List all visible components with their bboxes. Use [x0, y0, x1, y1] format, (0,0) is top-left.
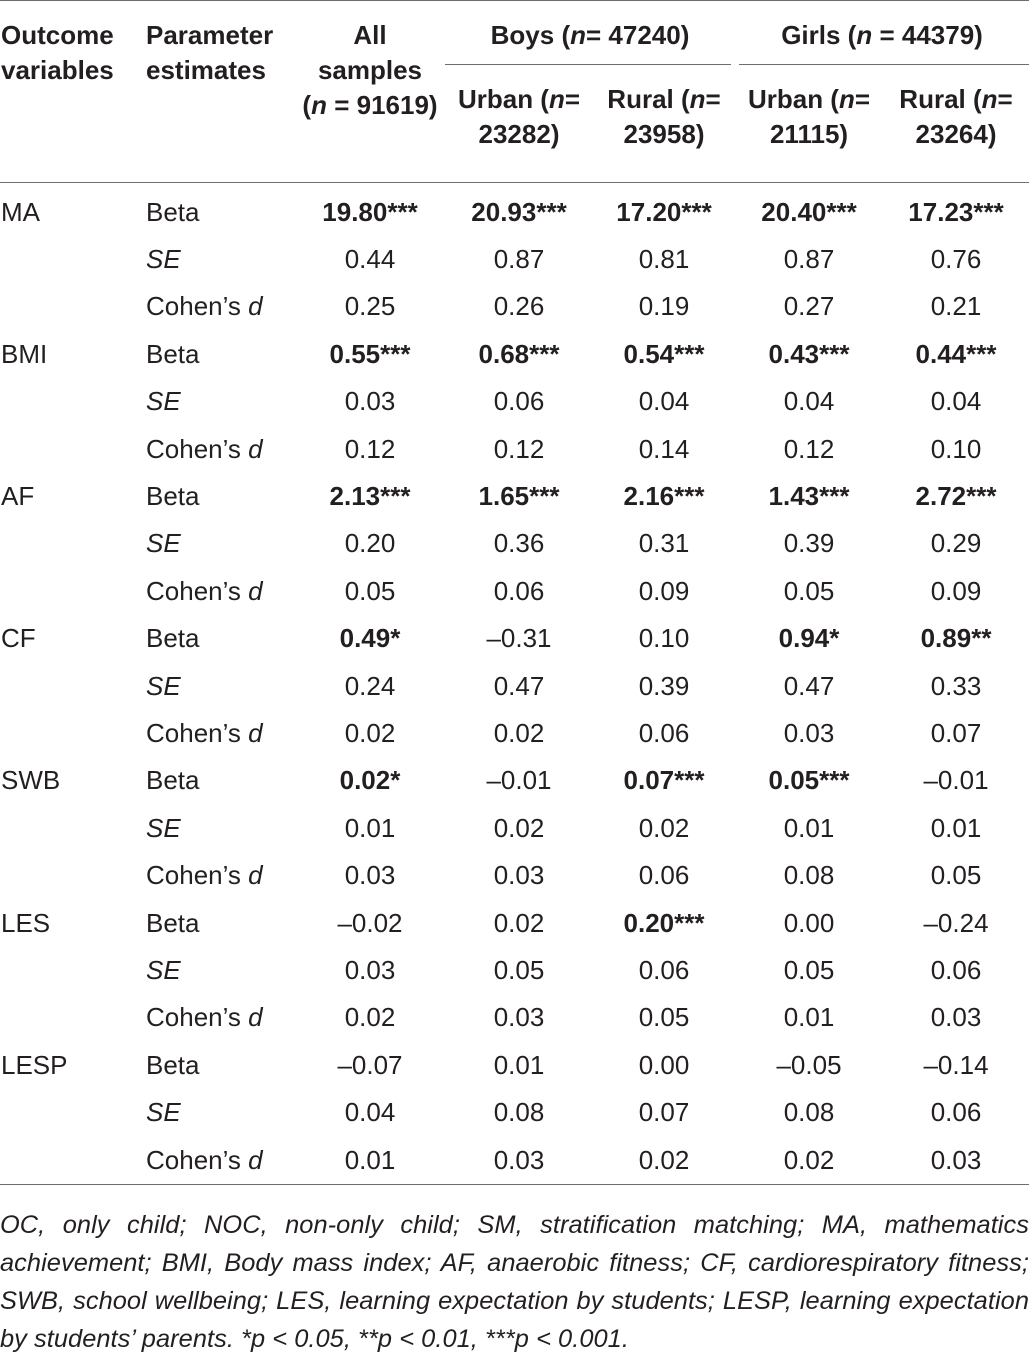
parameter-cell [145, 994, 295, 1041]
parameter-label: Cohen’s [146, 575, 249, 606]
header-all-samples [295, 0, 445, 182]
value-cell: 0.03 [344, 954, 396, 985]
parameter-cell [145, 568, 295, 615]
table-row [0, 805, 1029, 852]
value-cell: 0.03 [493, 1144, 545, 1175]
value-cell: 0.03 [344, 386, 396, 417]
table-row [0, 183, 1029, 236]
value-cell: 0.36 [493, 528, 545, 559]
value-cell: 0.29 [930, 528, 982, 559]
parameter-label: Beta [146, 1049, 200, 1080]
outcome-variable-cell [0, 568, 145, 615]
value-cell: 0.94* [778, 623, 840, 654]
value-cell: 0.12 [493, 433, 545, 464]
value-cell: 0.07*** [623, 765, 705, 796]
parameter-label: SE [146, 386, 181, 417]
header-boys-count: = 47240) [586, 20, 690, 50]
value-cell: 0.03 [493, 1002, 545, 1033]
parameter-label: SE [146, 670, 181, 701]
outcome-variable-cell [0, 378, 145, 425]
value-cell: 19.80*** [322, 196, 418, 227]
outcome-variable-cell: AF [1, 481, 35, 512]
outcome-variable-cell [0, 852, 145, 899]
value-cell: 0.02 [493, 812, 545, 843]
header-boys-urban-count: 23282) [478, 119, 560, 149]
value-cell: 17.23*** [908, 196, 1004, 227]
parameter-label-italic: d [248, 291, 263, 322]
value-cell: 0.01 [344, 812, 396, 843]
value-cell: 0.19 [638, 291, 690, 322]
value-cell: 0.01 [783, 1002, 835, 1033]
value-cell: 0.39 [638, 670, 690, 701]
value-cell: –0.14 [923, 1049, 989, 1080]
header-param-line1: Parameter [146, 20, 274, 50]
parameter-cell [145, 947, 295, 994]
table-row [0, 378, 1029, 425]
bottom-rule-cell [0, 1184, 1029, 1185]
parameter-cell [145, 183, 295, 236]
header-girls-group [735, 0, 1029, 64]
parameter-label: Beta [146, 481, 200, 512]
outcome-variable-cell: SWB [1, 765, 61, 796]
parameter-label-italic: d [248, 433, 263, 464]
value-cell: 2.72*** [915, 481, 997, 512]
parameter-label: Beta [146, 765, 200, 796]
parameter-label-italic: d [248, 860, 263, 891]
value-cell: 0.02 [493, 907, 545, 938]
outcome-variable-cell [0, 805, 145, 852]
parameter-label-italic: d [248, 1002, 263, 1033]
parameter-cell [145, 473, 295, 520]
value-cell: 0.05 [930, 860, 982, 891]
header-boys-urban-eq: = [564, 84, 581, 114]
value-cell: 0.03 [930, 1002, 982, 1033]
parameter-cell [145, 615, 295, 662]
boys-group-underline [445, 64, 731, 65]
value-cell: 0.68*** [478, 338, 560, 369]
outcome-variable-cell [0, 710, 145, 757]
value-cell: 0.04 [930, 386, 982, 417]
header-girls-urban [735, 64, 883, 182]
value-cell: –0.02 [337, 907, 403, 938]
header-all-count: = 91619) [326, 90, 438, 120]
parameter-label: Beta [146, 196, 200, 227]
parameter-cell [145, 710, 295, 757]
outcome-variable-cell [0, 662, 145, 709]
value-cell: 0.26 [493, 291, 545, 322]
table-row [0, 1042, 1029, 1089]
value-cell: 0.03 [493, 860, 545, 891]
header-outcome-line2: variables [1, 55, 114, 85]
outcome-variable-cell [0, 1136, 145, 1184]
value-cell: 0.06 [493, 575, 545, 606]
header-boys-rural-eq: = [705, 84, 721, 114]
value-cell: 1.43*** [768, 481, 850, 512]
value-cell: 0.00 [783, 907, 835, 938]
value-cell: 0.06 [638, 717, 690, 748]
value-cell: 0.03 [930, 1144, 982, 1175]
parameter-cell [145, 805, 295, 852]
parameter-label: Cohen’s [146, 1144, 249, 1175]
outcome-variable-cell: CF [1, 623, 36, 654]
parameter-cell [145, 520, 295, 567]
value-cell: 0.02 [638, 1144, 690, 1175]
value-cell: 0.14 [638, 433, 690, 464]
outcome-variable-cell: BMI [1, 338, 48, 369]
header-outcome-line1: Outcome [1, 20, 114, 50]
value-cell: 0.03 [783, 717, 835, 748]
value-cell: 0.05 [638, 1002, 690, 1033]
value-cell: 0.89** [920, 623, 992, 654]
outcome-variable-cell [0, 947, 145, 994]
header-girls-label: Girls ( [781, 20, 857, 50]
value-cell: 0.39 [783, 528, 835, 559]
value-cell: 0.87 [493, 244, 545, 275]
value-cell: 0.08 [783, 1097, 835, 1128]
value-cell: –0.01 [923, 765, 989, 796]
value-cell: 0.31 [638, 528, 690, 559]
table-row [0, 283, 1029, 330]
value-cell: 0.10 [638, 623, 690, 654]
parameter-label: SE [146, 954, 181, 985]
parameter-cell [145, 757, 295, 804]
parameter-cell [145, 1089, 295, 1136]
value-cell: 0.05 [493, 954, 545, 985]
header-boys-rural [593, 64, 735, 182]
value-cell: 0.10 [930, 433, 982, 464]
outcome-variable-cell [0, 283, 145, 330]
header-all-n: n [311, 90, 327, 120]
value-cell: 0.20 [344, 528, 396, 559]
header-girls-rural-eq: = [997, 84, 1013, 114]
value-cell: 0.02 [344, 1002, 396, 1033]
header-girls-rural-count: 23264) [915, 119, 997, 149]
parameter-label: SE [146, 528, 181, 559]
value-cell: 0.04 [783, 386, 835, 417]
table-body [0, 183, 1029, 1185]
value-cell: 17.20*** [616, 196, 712, 227]
value-cell: 0.09 [930, 575, 982, 606]
parameter-label: Cohen’s [146, 1002, 249, 1033]
value-cell: 0.43*** [768, 338, 850, 369]
parameter-label: SE [146, 812, 181, 843]
value-cell: 0.07 [930, 717, 982, 748]
value-cell: 0.33 [930, 670, 982, 701]
value-cell: 0.27 [783, 291, 835, 322]
outcome-variable-cell [0, 994, 145, 1041]
parameter-cell [145, 899, 295, 946]
table-row [0, 899, 1029, 946]
outcome-variable-cell: MA [1, 196, 40, 227]
value-cell: 0.05 [783, 954, 835, 985]
parameter-label: Beta [146, 907, 200, 938]
value-cell: 0.01 [493, 1049, 545, 1080]
header-param-line2: estimates [146, 55, 266, 85]
parameter-label: SE [146, 244, 181, 275]
value-cell: 0.47 [493, 670, 545, 701]
parameter-cell [145, 425, 295, 472]
header-all-line2: samples [317, 55, 423, 85]
value-cell: 2.16*** [623, 481, 705, 512]
table-row [0, 757, 1029, 804]
value-cell: 0.08 [783, 860, 835, 891]
header-boys-rural-n: n [689, 84, 706, 114]
table-row [0, 473, 1029, 520]
parameter-label: Beta [146, 338, 200, 369]
parameter-cell [145, 1042, 295, 1089]
value-cell: 0.02 [638, 812, 690, 843]
value-cell: 0.04 [344, 1097, 396, 1128]
outcome-variable-cell [0, 520, 145, 567]
header-girls-rural [883, 64, 1029, 182]
value-cell: 0.44 [344, 244, 396, 275]
value-cell: 0.47 [783, 670, 835, 701]
table-row [0, 331, 1029, 378]
header-girls-count: = 44379) [872, 20, 983, 50]
header-boys-rural-count: 23958) [623, 119, 705, 149]
value-cell: 0.09 [638, 575, 690, 606]
value-cell: –0.24 [923, 907, 989, 938]
value-cell: 0.02 [493, 717, 545, 748]
parameter-cell [145, 1136, 295, 1184]
table-header [0, 0, 1029, 183]
value-cell: 0.03 [344, 860, 396, 891]
value-cell: 0.06 [638, 860, 690, 891]
header-boys-n: n [570, 20, 586, 50]
table-row [0, 1136, 1029, 1184]
table-row [0, 520, 1029, 567]
table-row [0, 662, 1029, 709]
value-cell: –0.05 [776, 1049, 842, 1080]
value-cell: 0.24 [344, 670, 396, 701]
parameter-label: Beta [146, 623, 200, 654]
value-cell: 0.00 [638, 1049, 690, 1080]
parameter-cell [145, 236, 295, 283]
header-girls-urban-n: n [838, 84, 855, 114]
value-cell: 0.01 [930, 812, 982, 843]
parameter-label: Cohen’s [146, 291, 249, 322]
value-cell: 0.01 [783, 812, 835, 843]
value-cell: –0.01 [486, 765, 552, 796]
value-cell: –0.31 [486, 623, 552, 654]
value-cell: 0.06 [493, 386, 545, 417]
table-row [0, 710, 1029, 757]
header-all-line3: (n = 91619) [302, 90, 438, 120]
header-girls-urban-count: 21115) [769, 119, 849, 149]
value-cell: 0.06 [930, 954, 982, 985]
value-cell: 0.02* [339, 765, 401, 796]
value-cell: 0.05 [344, 575, 396, 606]
table-row [0, 236, 1029, 283]
header-girls-rural-n: n [981, 84, 998, 114]
header-boys-urban [445, 64, 593, 182]
value-cell: 0.02 [783, 1144, 835, 1175]
outcome-variable-cell [0, 425, 145, 472]
value-cell: 0.05*** [768, 765, 850, 796]
table-row [0, 1089, 1029, 1136]
value-cell: 0.05 [783, 575, 835, 606]
parameter-cell [145, 378, 295, 425]
parameter-label: Cohen’s [146, 717, 249, 748]
header-girls-urban-eq: = [854, 84, 871, 114]
value-cell: 0.12 [344, 433, 396, 464]
value-cell: 0.25 [344, 291, 396, 322]
value-cell: 20.40*** [761, 196, 857, 227]
outcome-variable-cell [0, 236, 145, 283]
parameter-cell [145, 283, 295, 330]
value-cell: 0.07 [638, 1097, 690, 1128]
outcome-variable-cell: LESP [1, 1049, 68, 1080]
header-girls-rural-label: Rural ( [899, 84, 982, 114]
header-parameter-estimates [145, 0, 295, 182]
table-row [0, 852, 1029, 899]
parameter-cell [145, 662, 295, 709]
value-cell: 2.13*** [329, 481, 411, 512]
value-cell: 1.65*** [478, 481, 560, 512]
header-girls-n: n [856, 20, 873, 50]
header-boys-urban-n: n [548, 84, 565, 114]
table-row [0, 615, 1029, 662]
value-cell: 0.04 [638, 386, 690, 417]
value-cell: 0.76 [930, 244, 982, 275]
header-boys-group [445, 0, 735, 64]
parameter-label-italic: d [248, 575, 263, 606]
parameter-label: SE [146, 1097, 181, 1128]
header-all-line1: All [353, 20, 387, 50]
table-footnote: OC, only child; NOC, non-only child; SM, stratification matching; MA, mathematics achievement; BMI, Body mass index; AF, anaerobic fitness; CF, cardiorespiratory fitness; SWB, school wellbeing; LES, learning expectation by students; LESP, learning expectation by students’ parents. *p < 0.05, **p < 0.01, ***p < 0.001. [0, 1211, 1029, 1353]
value-cell: 0.12 [783, 433, 835, 464]
value-cell: 0.08 [493, 1097, 545, 1128]
header-boys-rural-label: Rural ( [607, 84, 690, 114]
outcome-variable-cell: LES [1, 907, 51, 938]
value-cell: 0.01 [344, 1144, 396, 1175]
outcome-variable-cell [0, 1089, 145, 1136]
table-row [0, 947, 1029, 994]
value-cell: 0.54*** [623, 338, 705, 369]
table-bottom-rule [0, 1184, 1029, 1185]
value-cell: 0.81 [638, 244, 690, 275]
value-cell: 0.55*** [329, 338, 411, 369]
header-outcome-variables [0, 0, 145, 182]
table-row [0, 568, 1029, 615]
value-cell: 0.44*** [915, 338, 997, 369]
parameter-label-italic: d [248, 717, 263, 748]
girls-group-underline [739, 64, 1029, 65]
parameter-cell [145, 331, 295, 378]
value-cell: 0.20*** [623, 907, 705, 938]
value-cell: 0.02 [344, 717, 396, 748]
value-cell: 0.21 [930, 291, 982, 322]
value-cell: –0.07 [337, 1049, 403, 1080]
value-cell: 0.06 [930, 1097, 982, 1128]
value-cell: 0.87 [783, 244, 835, 275]
header-boys-label: Boys ( [490, 20, 571, 50]
value-cell: 0.06 [638, 954, 690, 985]
parameter-label: Cohen’s [146, 860, 249, 891]
value-cell: 20.93*** [471, 196, 567, 227]
header-boys-urban-label: Urban ( [457, 84, 549, 114]
value-cell: 0.49* [339, 623, 401, 654]
parameter-label: Cohen’s [146, 433, 249, 464]
parameter-cell [145, 852, 295, 899]
table-row [0, 994, 1029, 1041]
table-row [0, 425, 1029, 472]
header-girls-urban-label: Urban ( [747, 84, 839, 114]
parameter-label-italic: d [248, 1144, 263, 1175]
